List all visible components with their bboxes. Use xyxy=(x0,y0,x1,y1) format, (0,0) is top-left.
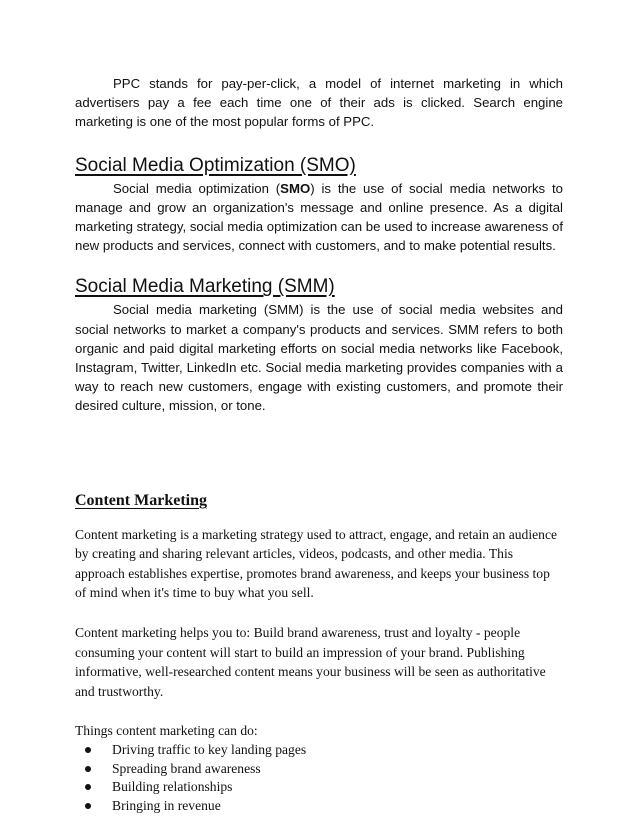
list-item xyxy=(75,797,563,816)
ppc-paragraph: PPC stands for pay-per-click, a model of internet marketing in which advertisers pay a fee each time one of their ads is clicked. Search engine marketing is one of the most popular forms of PPC. xyxy=(75,76,563,130)
list-item-text: Spreading brand awareness xyxy=(112,760,261,776)
smo-text-after: ) is the use of social media networks to manage and grow an organization's message and online presence. As a digital marketing strategy, social media optimization can be used to increase awareness of new products and services, connect with customers, and to make potential results. xyxy=(75,180,563,254)
bullet-icon xyxy=(85,766,91,772)
list-item-text: Building relationships xyxy=(112,779,233,795)
content-marketing-paragraph-2: Content marketing helps you to: Build brand awareness, trust and loyalty - people consuming your content will start to build an impression of your brand. Publishing informative, well-researched content means your business will be seen as authoritative and trustworthy. xyxy=(75,625,546,699)
bullet-icon xyxy=(85,803,91,809)
smm-paragraph: Social media marketing (SMM) is the use of social media websites and social networks to market a company's products and services. SMM refers to both organic and paid digital marketing efforts on social media networks like Facebook, Instagram, Twitter, LinkedIn etc. Social media marketing provides companies with a way to reach new customers, engage with existing customers, and promote their desired culture, mission, or tone. xyxy=(75,302,563,414)
content-marketing-list xyxy=(75,741,563,815)
list-item-text: Bringing in revenue xyxy=(112,797,221,813)
list-item xyxy=(75,760,563,779)
smo-bold-term: SMO xyxy=(280,180,311,196)
bullet-icon xyxy=(85,747,91,753)
smm-heading: Social Media Marketing (SMM) xyxy=(75,276,335,298)
smo-heading: Social Media Optimization (SMO) xyxy=(75,154,356,176)
document-page xyxy=(75,74,563,815)
list-intro: Things content marketing can do: xyxy=(75,723,258,739)
list-item-text: Driving traffic to key landing pages xyxy=(112,741,307,757)
smo-paragraph xyxy=(75,179,563,256)
list-item xyxy=(75,778,563,797)
content-marketing-paragraph-1: Content marketing is a marketing strategy used to attract, engage, and retain an audience by creating and sharing relevant articles, videos, podcasts, and other media. This approach establishes expertise, promotes brand awareness, and keeps your business top of mind when it's time to buy what you sell. xyxy=(75,526,558,601)
bullet-icon xyxy=(85,784,91,790)
smo-text-before: Social media optimization ( xyxy=(113,180,281,196)
list-item xyxy=(75,741,563,760)
content-marketing-heading: Content Marketing xyxy=(75,491,207,509)
